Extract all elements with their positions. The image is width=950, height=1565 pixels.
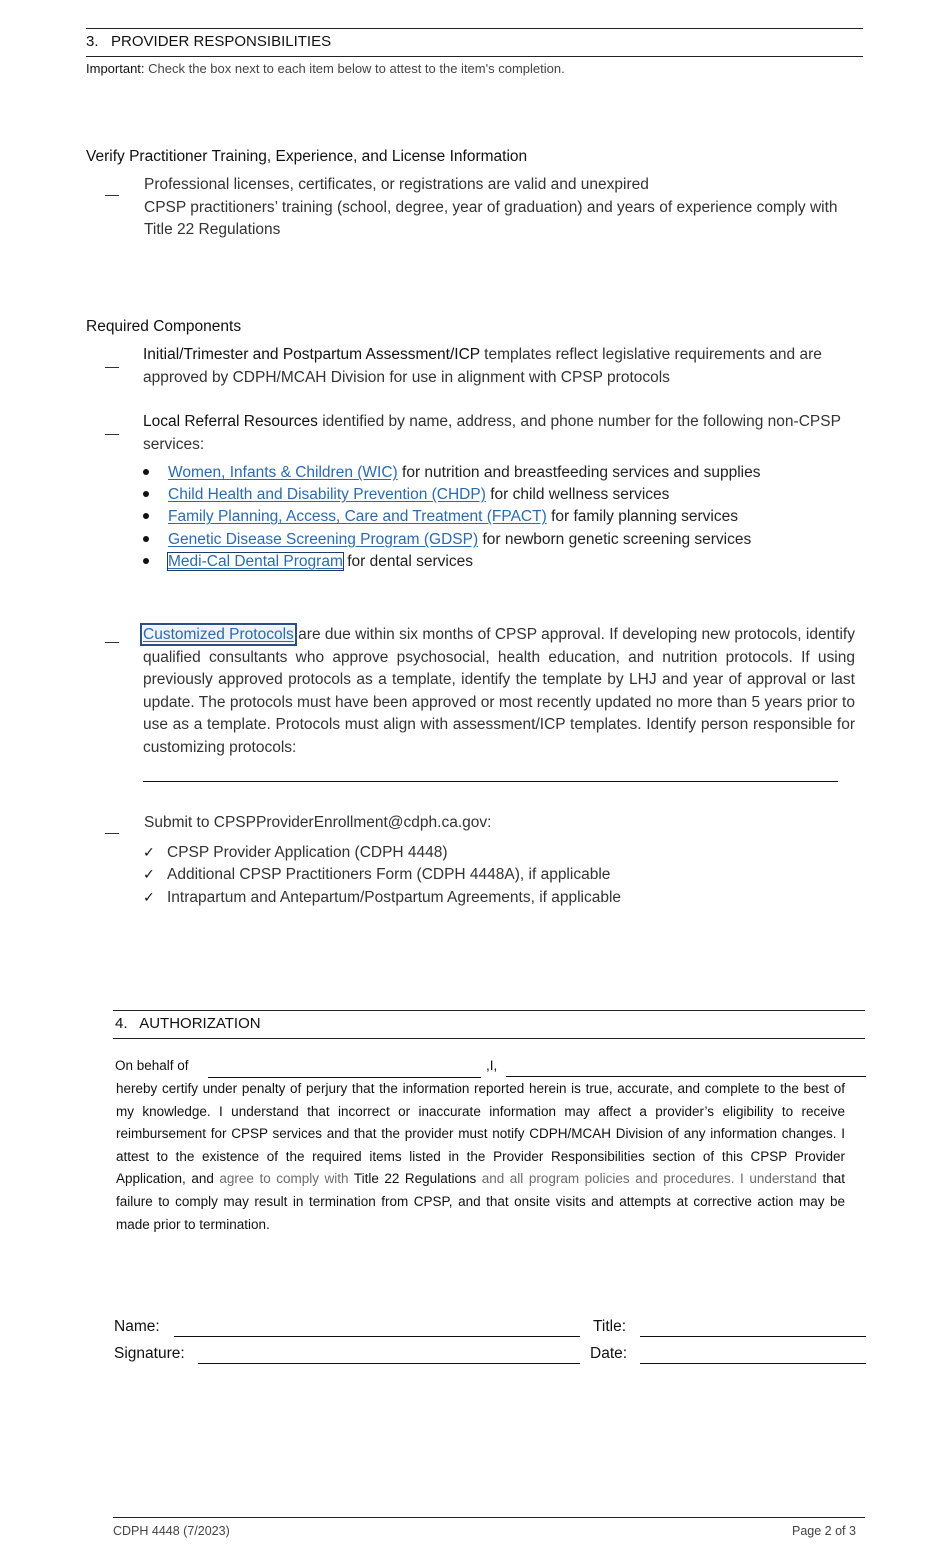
- gdsp-link[interactable]: Genetic Disease Screening Program (GDSP): [168, 531, 479, 548]
- assessment-item: [143, 344, 863, 389]
- medi-cal-dental-link[interactable]: Medi-Cal Dental Program: [168, 553, 343, 570]
- auth-text-b: that failure to comply may result in termination from CPSP, and that onsite visits and attempts at corrective action may be made prior to termination.: [116, 1171, 845, 1232]
- checkmark-icon: ✓: [143, 844, 155, 860]
- bullet-chdp: [143, 484, 669, 506]
- referral-item: [143, 411, 863, 456]
- bullet-dot: [143, 491, 149, 497]
- authorization-text: [116, 1078, 845, 1236]
- check-item-2: [143, 863, 610, 886]
- on-behalf-label: On behalf of: [115, 1058, 189, 1073]
- footer-form-id: CDPH 4448 (7/2023): [113, 1524, 230, 1538]
- bullet-wic: [143, 462, 760, 484]
- section4-number: 4.: [115, 1015, 128, 1032]
- important-label: Important:: [86, 61, 145, 76]
- section4-top-rule: [113, 1010, 865, 1011]
- protocols-text: are due within six months of CPSP approval. If developing new protocols, identify qualified consultants who approve psychosocial, health education, and nutrition protocols. If using previously approved protocols as a template, identify the template by LHJ and year of approval or last update. The protocols must have been approved or most recently updated no more than 5 years prior to use as a template. Protocols must align with assessment/ICP templates. Identify person responsible for customizing protocols:: [143, 626, 855, 756]
- title-field[interactable]: [640, 1336, 866, 1337]
- chdp-link[interactable]: Child Health and Disability Prevention (CHDP): [168, 486, 486, 503]
- bullet-dot: [143, 558, 149, 564]
- fpact-link[interactable]: Family Planning, Access, Care and Treatment (FPACT): [168, 508, 547, 525]
- bullet-text: for nutrition and breastfeeding services and supplies: [402, 464, 761, 481]
- auth-text-gray2: and all program policies and procedures. I understand: [481, 1171, 817, 1187]
- protocols-item: [143, 624, 855, 759]
- protocols-checkbox[interactable]: [105, 642, 119, 643]
- assessment-checkbox[interactable]: [105, 367, 119, 368]
- section4-bottom-rule: [113, 1038, 865, 1039]
- verify-checkbox[interactable]: [105, 195, 119, 196]
- bullet-dot: [143, 469, 149, 475]
- date-field[interactable]: [640, 1363, 866, 1364]
- section4-header: [115, 1015, 261, 1032]
- wic-link[interactable]: Women, Infants & Children (WIC): [168, 464, 398, 481]
- verify-heading: Verify Practitioner Training, Experience, and License Information: [86, 148, 528, 165]
- section3-bottom-rule: [86, 56, 863, 57]
- bullet-dental: [143, 551, 473, 573]
- title-label: Title:: [593, 1318, 627, 1335]
- bullet-text: for newborn genetic screening services: [482, 531, 752, 548]
- referral-bold: Local Referral Resources: [143, 413, 318, 430]
- verify-text: [144, 174, 864, 242]
- bullet-text: for family planning services: [551, 508, 739, 525]
- check-text: Additional CPSP Practitioners Form (CDPH 4448A), if applicable: [167, 866, 611, 883]
- bullet-dot: [143, 513, 149, 519]
- check-text: Intrapartum and Antepartum/Postpartum Agreements, if applicable: [167, 889, 622, 906]
- important-text: Check the box next to each item below to attest to the item's completion.: [148, 61, 565, 76]
- name-field[interactable]: [174, 1336, 580, 1337]
- section4-title: AUTHORIZATION: [139, 1015, 261, 1032]
- verify-line1: Professional licenses, certificates, or registrations are valid and unexpired: [144, 176, 649, 193]
- date-label: Date:: [590, 1345, 628, 1362]
- signature-field[interactable]: [198, 1363, 580, 1364]
- referral-text: identified by name, address, and phone number for the following non-CPSP services:: [143, 413, 841, 453]
- auth-title22: Title 22 Regulations: [353, 1171, 477, 1187]
- checkmark-icon: ✓: [143, 889, 155, 905]
- submit-checkbox[interactable]: [105, 833, 119, 834]
- signer-name-field[interactable]: [506, 1076, 866, 1077]
- comma-i: ,I,: [486, 1058, 498, 1073]
- bullet-fpact: [143, 506, 738, 528]
- customized-protocols-link[interactable]: Customized Protocols: [143, 626, 294, 643]
- assessment-bold: Initial/Trimester and Postpartum Assessment/ICP: [143, 346, 480, 363]
- bullet-dot: [143, 536, 149, 542]
- auth-text-gray1: agree to comply with: [219, 1171, 349, 1187]
- signature-label: Signature:: [114, 1345, 185, 1362]
- referral-checkbox[interactable]: [105, 434, 119, 435]
- required-heading: Required Components: [86, 318, 242, 335]
- check-item-1: [143, 841, 448, 864]
- important-note: [86, 61, 565, 76]
- assessment-text: templates reflect legislative requirements and are approved by CDPH/MCAH Division for use in alignment with CPSP protocols: [143, 346, 822, 386]
- protocols-responsible-field[interactable]: [143, 781, 838, 782]
- footer-rule: [113, 1517, 865, 1518]
- section3-title: PROVIDER RESPONSIBILITIES: [111, 33, 332, 50]
- name-label: Name:: [114, 1318, 160, 1335]
- submit-text: Submit to CPSPProviderEnrollment@cdph.ca.gov:: [144, 814, 492, 831]
- bullet-text: for child wellness services: [490, 486, 670, 503]
- section3-top-rule: [86, 28, 863, 29]
- auth-text-a: hereby certify under penalty of perjury that the information reported herein is true, accurate, and complete to the best of my knowledge. I understand that incorrect or inaccurate information may affect a provider’s eligibility to receive reimbursement for CPSP services and that the provider must notify CDPH/MCAH Division of any information changes. I attest to the existence of the required items listed in the Provider Responsibilities section of this CPSP Provider Application, and: [116, 1081, 845, 1187]
- check-item-3: [143, 886, 621, 909]
- check-text: CPSP Provider Application (CDPH 4448): [167, 844, 448, 861]
- verify-line2: CPSP practitioners’ training (school, degree, year of graduation) and years of experience comply with Title 22 Regulations: [144, 198, 838, 238]
- footer-page-number: Page 2 of 3: [792, 1524, 856, 1538]
- section3-header: [86, 33, 331, 50]
- section3-number: 3.: [86, 33, 99, 50]
- checkmark-icon: ✓: [143, 866, 155, 882]
- bullet-gdsp: [143, 529, 751, 551]
- bullet-text: for dental services: [347, 553, 473, 570]
